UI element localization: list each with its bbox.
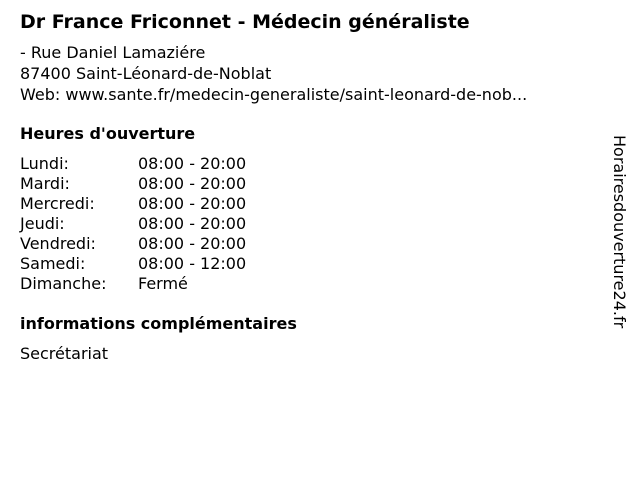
hours-row-friday	[20, 234, 320, 254]
site-watermark: Horairesdouverture24.fr	[610, 135, 629, 329]
hours-day-label: Dimanche:	[20, 274, 107, 293]
hours-row-thursday	[20, 214, 320, 234]
hours-day-label: Vendredi:	[20, 234, 96, 253]
hours-row-wednesday	[20, 194, 320, 214]
hours-day-label: Mardi:	[20, 174, 70, 193]
hours-time-value: 08:00 - 20:00	[138, 174, 247, 193]
hours-time-value: 08:00 - 12:00	[138, 254, 247, 273]
opening-hours-table	[20, 154, 320, 294]
address-street: - Rue Daniel Lamaziére	[20, 43, 206, 62]
page-title: Dr France Friconnet - Médecin généraliste	[20, 11, 470, 33]
address-city: 87400 Saint-Léonard-de-Noblat	[20, 64, 272, 83]
hours-day-label: Lundi:	[20, 154, 69, 173]
hours-row-tuesday	[20, 174, 320, 194]
hours-time-value: 08:00 - 20:00	[138, 194, 247, 213]
hours-row-saturday	[20, 254, 320, 274]
hours-time-value: 08:00 - 20:00	[138, 234, 247, 253]
hours-day-label: Jeudi:	[20, 214, 65, 233]
additional-info-heading: informations complémentaires	[20, 314, 297, 333]
hours-day-label: Mercredi:	[20, 194, 95, 213]
hours-time-value: 08:00 - 20:00	[138, 154, 247, 173]
hours-time-value: 08:00 - 20:00	[138, 214, 247, 233]
website-link[interactable]: Web: www.sante.fr/medecin-generaliste/saint-leonard-de-nob...	[20, 85, 528, 104]
hours-time-value: Fermé	[138, 274, 188, 293]
hours-day-label: Samedi:	[20, 254, 86, 273]
additional-info-text: Secrétariat	[20, 344, 109, 363]
hours-row-sunday	[20, 274, 320, 294]
hours-row-monday	[20, 154, 320, 174]
opening-hours-heading: Heures d'ouverture	[20, 124, 196, 143]
